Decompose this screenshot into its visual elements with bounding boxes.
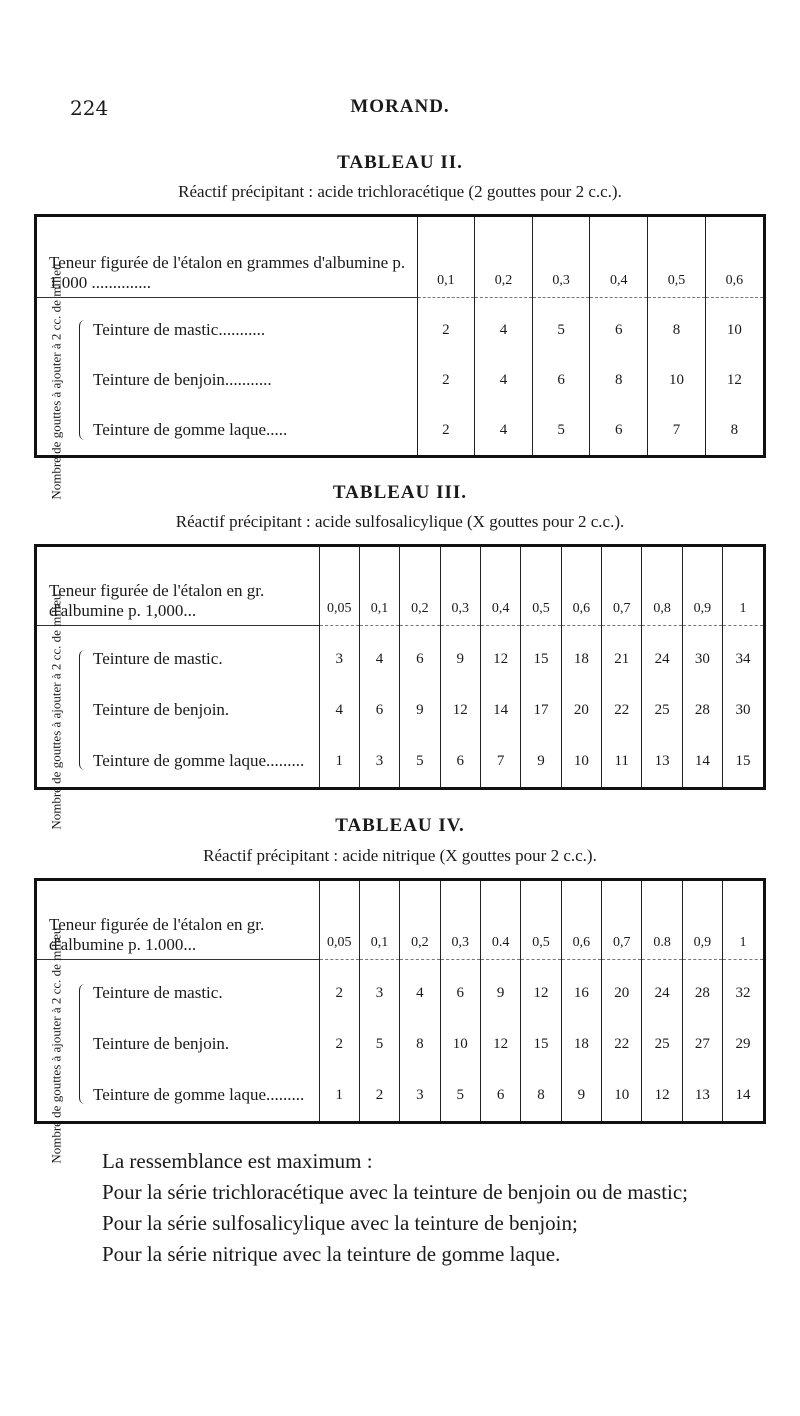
column-header: 1 — [723, 881, 763, 959]
column-header: 0,5 — [521, 881, 561, 959]
page-number: 224 — [70, 96, 109, 120]
table-cell: 10 — [602, 1070, 642, 1121]
table-cell: 18 — [561, 1019, 601, 1070]
table-cell: 2 — [417, 355, 475, 405]
table-cell: 25 — [642, 685, 682, 736]
table-cell: 8 — [521, 1070, 561, 1121]
table-cell: 15 — [521, 1019, 561, 1070]
side-label-cell — [37, 590, 75, 830]
column-header: 0,05 — [319, 547, 359, 625]
table-cell: 9 — [480, 968, 520, 1019]
table-cell: 14 — [723, 1070, 763, 1121]
table-cell: 1 — [319, 736, 359, 787]
table-cell: 28 — [682, 685, 722, 736]
header-label: Teneur figurée de l'étalon en gr. d'albumine p. 1,000... — [49, 580, 265, 620]
table-cell: 2 — [359, 1070, 399, 1121]
table-cell: 14 — [480, 685, 520, 736]
table-cell: 12 — [642, 1070, 682, 1121]
side-label: Nombre de gouttes à ajouter à 2 cc. de milieu. — [48, 924, 64, 1164]
table-row — [37, 736, 763, 787]
table-cell: 10 — [705, 306, 763, 356]
table-cell: 10 — [440, 1019, 480, 1070]
brace-icon — [75, 306, 89, 456]
column-header: 0,2 — [400, 881, 440, 959]
side-label-cell — [37, 260, 75, 500]
table-cell: 20 — [561, 685, 601, 736]
running-title: MORAND. — [350, 96, 450, 117]
table-cell: 18 — [561, 634, 601, 685]
table-row — [37, 634, 763, 685]
table-cell: 4 — [475, 355, 533, 405]
table-cell: 6 — [359, 685, 399, 736]
table-row — [37, 968, 763, 1019]
table-cell: 3 — [319, 634, 359, 685]
table-caption: Réactif précipitant : acide trichloracétique (2 gouttes pour 2 c.c.). — [178, 182, 622, 201]
table-row — [37, 306, 763, 356]
table-cell: 34 — [723, 634, 763, 685]
table-cell: 8 — [648, 306, 706, 356]
table-cell: 20 — [602, 968, 642, 1019]
table-cell: 5 — [532, 306, 590, 356]
table-cell: 16 — [561, 968, 601, 1019]
separator-row — [37, 959, 763, 968]
side-label-cell — [37, 924, 75, 1164]
table-cell: 6 — [440, 736, 480, 787]
table-row — [37, 685, 763, 736]
column-header: 0.4 — [480, 881, 520, 959]
column-header: 0,1 — [417, 217, 475, 297]
table-cell: 9 — [521, 736, 561, 787]
table-cell: 4 — [475, 405, 533, 455]
column-header: 0,7 — [602, 881, 642, 959]
row-label: Teinture de gomme laque......... — [93, 1085, 305, 1105]
table-cell: 5 — [440, 1070, 480, 1121]
table-caption: Réactif précipitant : acide nitrique (X gouttes pour 2 c.c.). — [203, 846, 597, 865]
table-cell: 14 — [682, 736, 722, 787]
table-cell: 17 — [521, 685, 561, 736]
column-header: 0,4 — [590, 217, 648, 297]
column-header: 0,9 — [682, 881, 722, 959]
table-cell: 5 — [400, 736, 440, 787]
table-cell: 5 — [532, 405, 590, 455]
column-header: 0,1 — [359, 881, 399, 959]
table-row — [37, 355, 763, 405]
column-header: 0,2 — [400, 547, 440, 625]
table-cell: 2 — [417, 405, 475, 455]
column-header: 0,3 — [440, 881, 480, 959]
table-cell: 13 — [642, 736, 682, 787]
column-header: 0,3 — [532, 217, 590, 297]
table-cell: 7 — [480, 736, 520, 787]
column-header: 0,4 — [480, 547, 520, 625]
conclusion-text — [70, 1146, 740, 1270]
table-cell: 1 — [319, 1070, 359, 1121]
table-cell: 12 — [440, 685, 480, 736]
table-cell: 28 — [682, 968, 722, 1019]
row-label: Teinture de gomme laque..... — [93, 420, 288, 440]
row-label: Teinture de benjoin........... — [93, 370, 272, 390]
conclusion-line: Pour la série nitrique avec la teinture de gomme laque. — [102, 1242, 561, 1266]
table-cell: 22 — [602, 1019, 642, 1070]
table-title: TABLEAU II. — [337, 152, 463, 173]
header-row — [37, 881, 763, 959]
table-cell: 24 — [642, 634, 682, 685]
row-label: Teinture de mastic........... — [93, 320, 266, 340]
page-header — [0, 96, 800, 126]
separator-row — [37, 297, 763, 306]
column-header: 0,2 — [475, 217, 533, 297]
header-row — [37, 547, 763, 625]
table-title: TABLEAU III. — [332, 482, 468, 503]
table-cell: 4 — [400, 968, 440, 1019]
table-cell: 10 — [648, 355, 706, 405]
table-cell: 9 — [561, 1070, 601, 1121]
column-header: 0,6 — [561, 547, 601, 625]
column-header: 0,1 — [359, 547, 399, 625]
table-cell: 6 — [532, 355, 590, 405]
header-label: Teneur figurée de l'étalon en grammes d'albumine p. 1.000 .............. — [49, 252, 406, 292]
table-cell: 15 — [521, 634, 561, 685]
table-cell: 29 — [723, 1019, 763, 1070]
table-cell: 7 — [648, 405, 706, 455]
table-cell: 5 — [359, 1019, 399, 1070]
column-header: 0,5 — [648, 217, 706, 297]
table-cell: 12 — [705, 355, 763, 405]
header-row — [37, 217, 763, 297]
column-header: 0,6 — [561, 881, 601, 959]
side-label: Nombre de gouttes à ajouter à 2 cc. de milieu. — [48, 590, 64, 830]
table-cell: 21 — [602, 634, 642, 685]
table-cell: 4 — [475, 306, 533, 356]
column-header: 0.8 — [642, 881, 682, 959]
table-cell: 11 — [602, 736, 642, 787]
row-label: Teinture de mastic. — [93, 983, 223, 1003]
brace-icon — [75, 634, 89, 788]
row-label: Teinture de gomme laque......... — [93, 751, 305, 771]
header-label: Teneur figurée de l'étalon en gr. d'albumine p. 1.000... — [49, 914, 265, 954]
table-cell: 13 — [682, 1070, 722, 1121]
table-row — [37, 1019, 763, 1070]
table-cell: 12 — [480, 634, 520, 685]
brace-icon — [75, 968, 89, 1122]
table-cell: 2 — [319, 968, 359, 1019]
table-title: TABLEAU IV. — [335, 815, 465, 836]
table-cell: 4 — [319, 685, 359, 736]
table-cell: 2 — [319, 1019, 359, 1070]
table-cell: 3 — [359, 968, 399, 1019]
table-cell: 22 — [602, 685, 642, 736]
table-cell: 3 — [359, 736, 399, 787]
table-cell: 6 — [480, 1070, 520, 1121]
column-header: 1 — [723, 547, 763, 625]
conclusion-line: Pour la série sulfosalicylique avec la teinture de benjoin; — [102, 1211, 578, 1235]
conclusion-line: La ressemblance est maximum : — [102, 1149, 373, 1173]
table-cell: 8 — [590, 355, 648, 405]
table-cell: 27 — [682, 1019, 722, 1070]
table-cell: 8 — [400, 1019, 440, 1070]
table-cell: 25 — [642, 1019, 682, 1070]
table-cell: 10 — [561, 736, 601, 787]
table-cell: 6 — [440, 968, 480, 1019]
column-header: 0,3 — [440, 547, 480, 625]
row-label: Teinture de benjoin. — [93, 1034, 230, 1054]
column-header: 0,6 — [705, 217, 763, 297]
column-header: 0,7 — [602, 547, 642, 625]
column-header: 0,05 — [319, 881, 359, 959]
table-caption: Réactif précipitant : acide sulfosalicylique (X gouttes pour 2 c.c.). — [175, 512, 625, 531]
table-cell: 6 — [590, 405, 648, 455]
table-cell: 24 — [642, 968, 682, 1019]
table-cell: 6 — [400, 634, 440, 685]
table-cell: 12 — [480, 1019, 520, 1070]
table-cell: 32 — [723, 968, 763, 1019]
table-cell: 30 — [682, 634, 722, 685]
table-cell: 2 — [417, 306, 475, 356]
column-header: 0,9 — [682, 547, 722, 625]
table-cell: 30 — [723, 685, 763, 736]
conclusion-line: Pour la série trichloracétique avec la teinture de benjoin ou de mastic; — [102, 1180, 689, 1204]
column-header: 0,5 — [521, 547, 561, 625]
table-cell: 3 — [400, 1070, 440, 1121]
table-cell: 8 — [705, 405, 763, 455]
row-label: Teinture de mastic. — [93, 649, 223, 669]
table-row — [37, 405, 763, 455]
table-cell: 12 — [521, 968, 561, 1019]
table-cell: 15 — [723, 736, 763, 787]
table-cell: 9 — [440, 634, 480, 685]
table-cell: 9 — [400, 685, 440, 736]
column-header: 0,8 — [642, 547, 682, 625]
table-row — [37, 1070, 763, 1121]
side-label: Nombre de gouttes à ajouter à 2 cc. de milieu. — [48, 260, 64, 500]
table-cell: 6 — [590, 306, 648, 356]
table-cell: 4 — [359, 634, 399, 685]
separator-row — [37, 625, 763, 634]
row-label: Teinture de benjoin. — [93, 700, 230, 720]
